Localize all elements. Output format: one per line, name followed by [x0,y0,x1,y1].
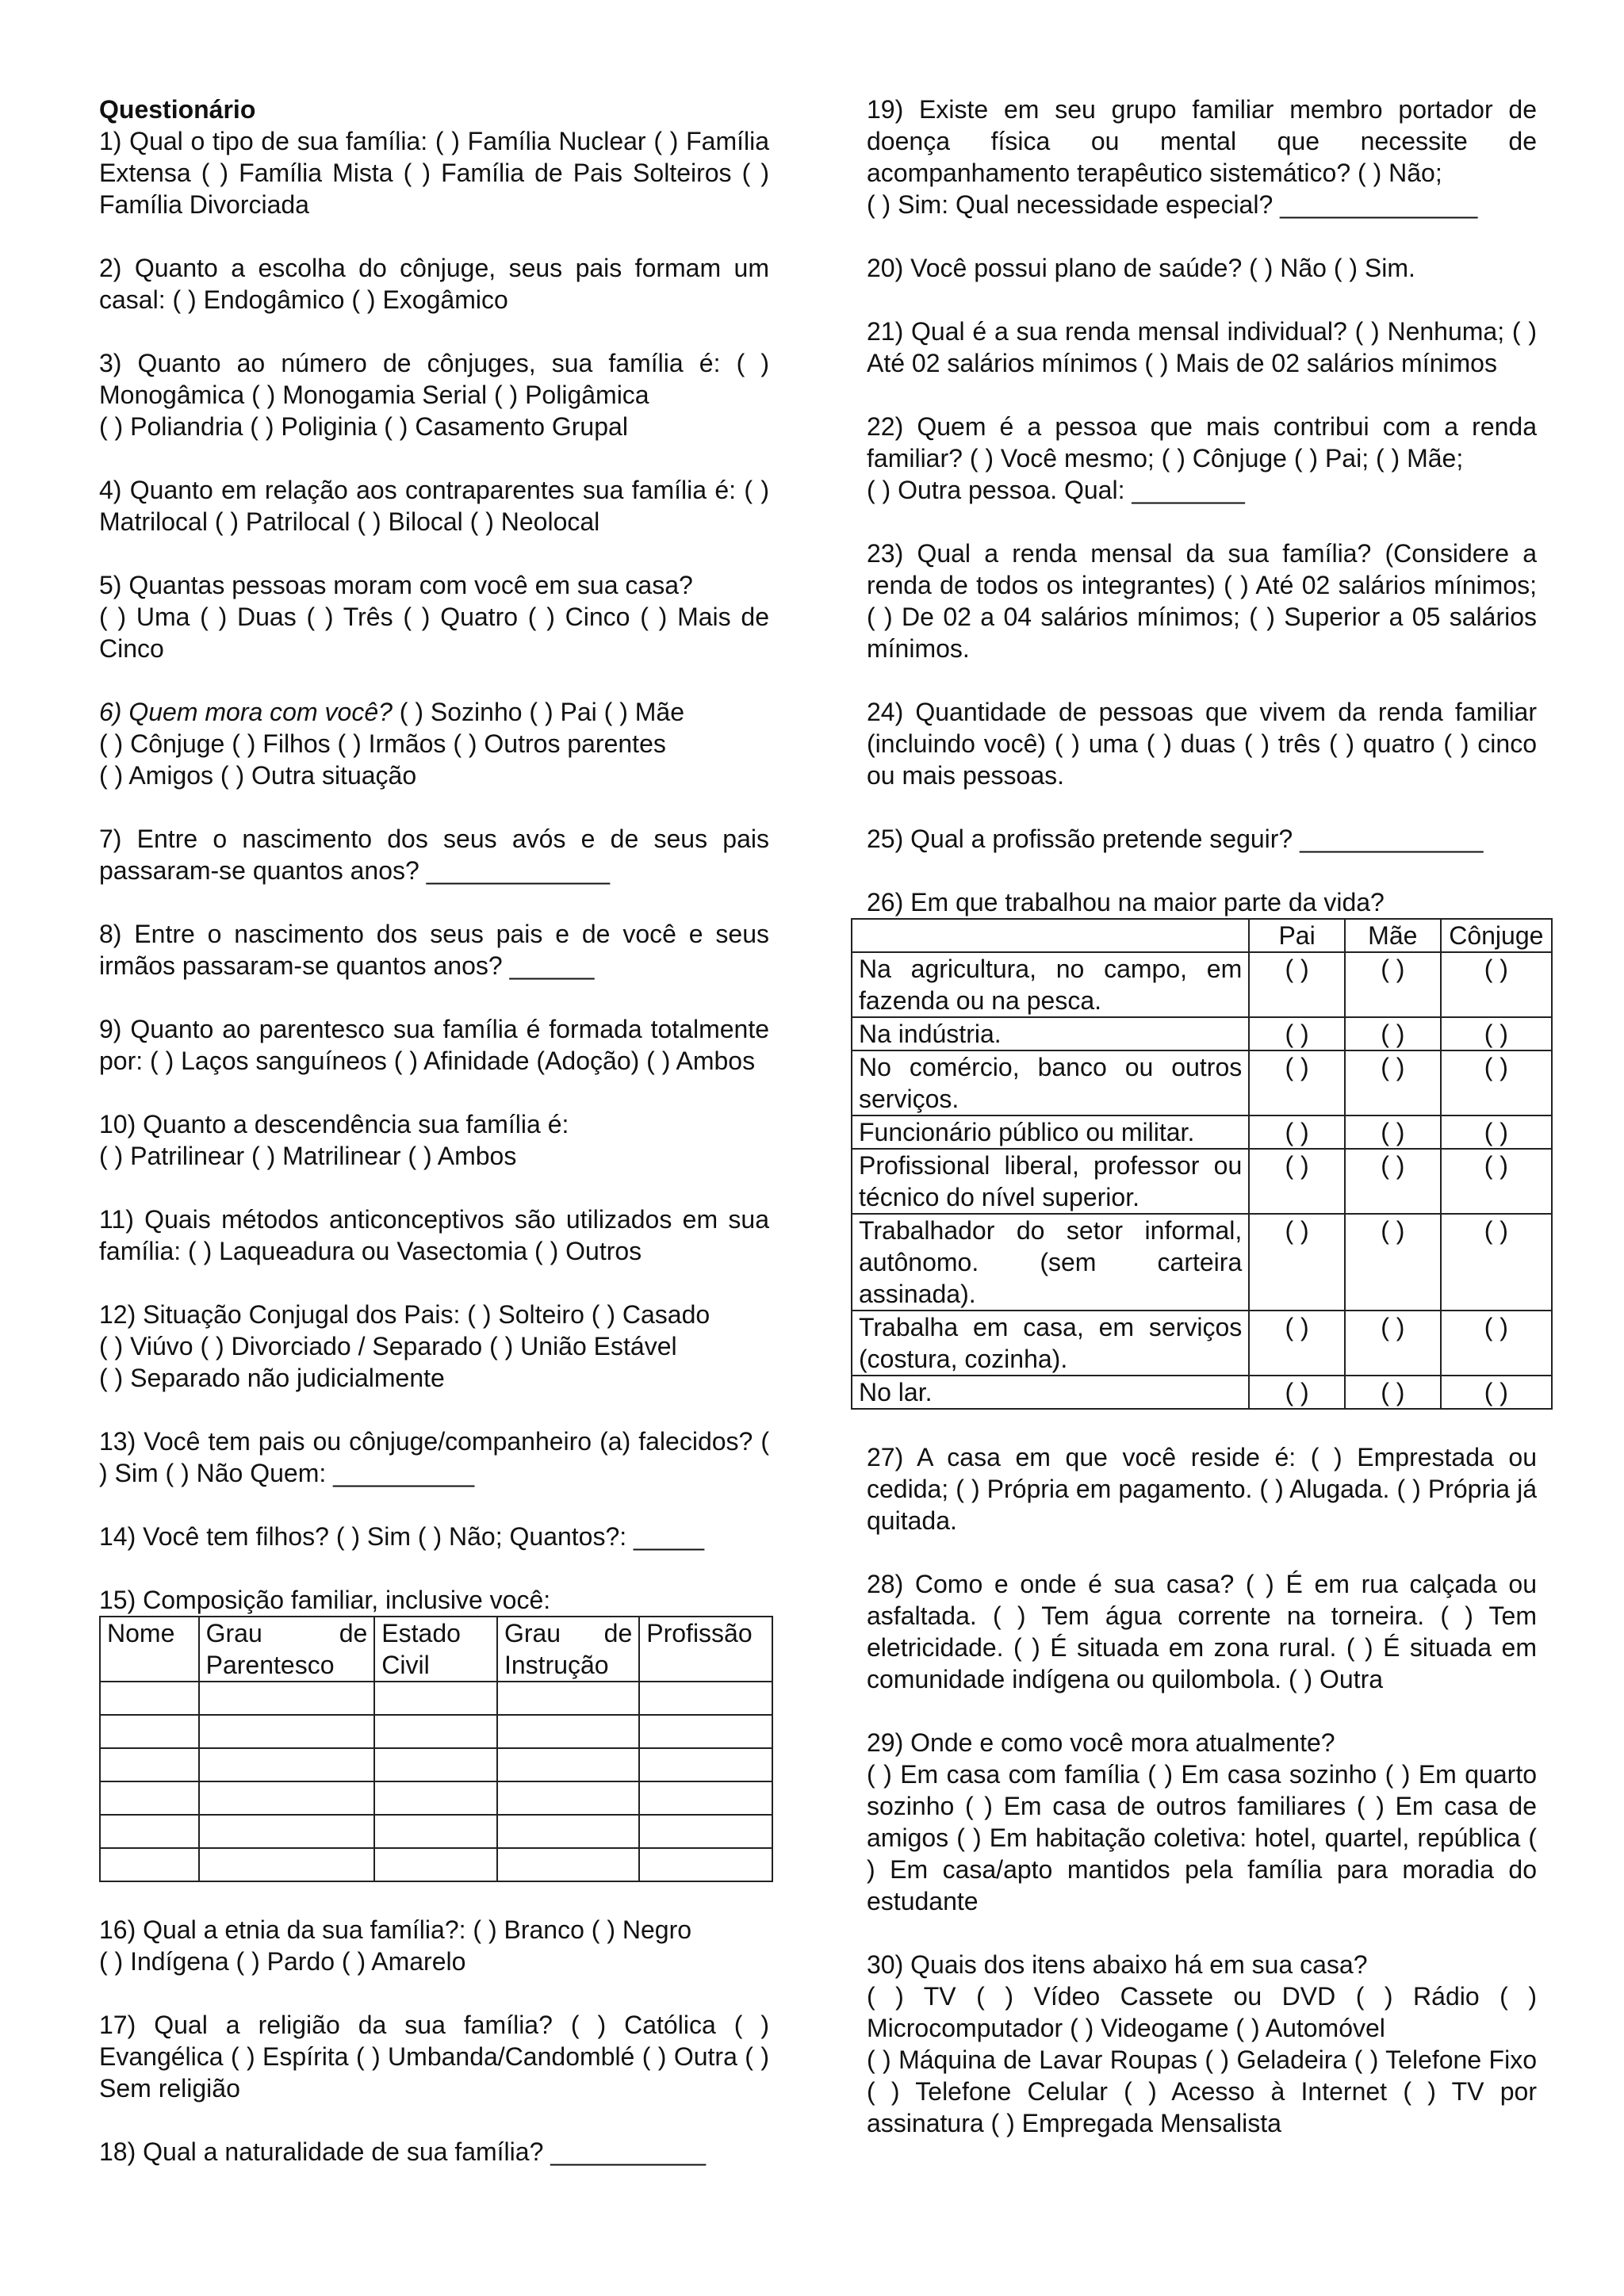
question-text: 19) Existe em seu grupo familiar membro portador de doença física ou mental que necessite de acompanhamento terapêutico sistemático? ( ) Não; [867,95,1537,187]
question-text: 3) Quanto ao número de cônjuges, sua família é: ( ) Monogâmica ( ) Monogamia Serial ( ) Poligâmica [99,349,769,409]
question-1 [99,125,769,220]
question-text: ( ) Sim: Qual necessidade especial? ______________ [867,190,1478,219]
question-text: 16) Qual a etnia da sua família?: ( ) Branco ( ) Negro [99,1915,692,1944]
family-composition-cell[interactable] [639,1748,772,1781]
family-composition-cell[interactable] [100,1781,199,1815]
question-22 [867,411,1537,506]
question-5 [99,569,769,664]
question-2 [99,252,769,316]
family-composition-cell[interactable] [374,1682,497,1715]
question-19 [867,94,1537,220]
question-6 [99,696,769,791]
family-composition-cell[interactable] [374,1848,497,1881]
question-15-label: 15) Composição familiar, inclusive você: [99,1586,551,1614]
question-text: ( ) Em casa com família ( ) Em casa sozinho ( ) Em quarto sozinho ( ) Em casa de outros familiares ( ) Em casa de amigos ( ) Em habitação coletiva: hotel, quartel, república ( ) Em casa/apto mantidos pela família para moradia do estudante [867,1760,1537,1915]
work-table-row [852,1149,1552,1214]
question-12 [99,1299,769,1394]
question-text: ( ) Outra pessoa. Qual: ________ [867,476,1245,504]
family-composition-header-cell: Profissão [639,1617,772,1682]
question-text: 22) Quem é a pessoa que mais contribui com a renda familiar? ( ) Você mesmo; ( ) Cônjuge ( ) Pai; ( ) Mãe; [867,412,1537,473]
question-text: 8) Entre o nascimento dos seus pais e de você e seus irmãos passaram-se quantos anos? ______ [99,920,769,980]
family-composition-cell[interactable] [497,1781,639,1815]
question-11 [99,1203,769,1267]
left-column [99,94,769,2199]
question-text: 28) Como e onde é sua casa? ( ) É em rua calçada ou asfaltada. ( ) Tem água corrente na torneira. ( ) Tem eletricidade. ( ) É situada em zona rural. ( ) É situada em comunidade indígena ou quilombola. ( ) Outra [867,1570,1537,1693]
question-text: 25) Qual a profissão pretende seguir? _____________ [867,825,1484,853]
family-composition-cell[interactable] [199,1682,375,1715]
work-category-label: No lar. [852,1376,1249,1409]
question-30 [867,1949,1537,2139]
question-text: 9) Quanto ao parentesco sua família é formada totalmente por: ( ) Laços sanguíneos ( ) Afinidade (Adoção) ( ) Ambos [99,1015,769,1075]
work-table-row [852,952,1552,1017]
family-composition-header-cell: Grau de Instrução [497,1617,639,1682]
question-text: 7) Entre o nascimento dos seus avós e de seus pais passaram-se quantos anos? _____________ [99,825,769,885]
family-composition-header-cell: Grau de Parentesco [199,1617,375,1682]
question-10 [99,1108,769,1172]
question-28 [867,1568,1537,1695]
family-composition-cell[interactable] [639,1781,772,1815]
family-composition-cell[interactable] [639,1848,772,1881]
work-checkbox[interactable]: ( ) [1249,1115,1345,1149]
family-composition-cell[interactable] [100,1748,199,1781]
question-text: 18) Qual a naturalidade de sua família? ___________ [99,2137,707,2166]
work-category-label: Funcionário público ou militar. [852,1115,1249,1149]
work-table-header [852,919,1552,952]
work-checkbox[interactable]: ( ) [1249,1017,1345,1050]
page-title: Questionário [99,95,256,124]
work-table-header-cell: Cônjuge [1441,919,1552,952]
question-text: ( ) Máquina de Lavar Roupas ( ) Geladeira ( ) Telefone Fixo ( ) Telefone Celular ( ) Acesso à Internet ( ) TV por assinatura ( ) Empregada Mensalista [867,2045,1537,2137]
left-questions [99,125,769,1552]
family-composition-cell[interactable] [497,1715,639,1748]
family-composition-cell[interactable] [374,1815,497,1848]
work-table-header-cell: Pai [1249,919,1345,952]
family-composition-cell[interactable] [100,1815,199,1848]
question-text: 24) Quantidade de pessoas que vivem da renda familiar (incluindo você) ( ) uma ( ) duas ( ) três ( ) quatro ( ) cinco ou mais pessoas. [867,698,1537,790]
work-checkbox[interactable]: ( ) [1345,1050,1441,1115]
family-composition-row[interactable] [100,1715,772,1748]
work-checkbox[interactable]: ( ) [1441,1050,1552,1115]
question-text: ( ) Separado não judicialmente [99,1364,445,1392]
question-3 [99,347,769,442]
question-14 [99,1521,769,1552]
family-composition-cell[interactable] [639,1815,772,1848]
question-20 [867,252,1537,284]
family-composition-row[interactable] [100,1848,772,1881]
question-text: 29) Onde e como você mora atualmente? [867,1728,1335,1757]
question-text: ( ) Viúvo ( ) Divorciado / Separado ( ) União Estável [99,1332,677,1360]
work-table-row [852,1311,1552,1376]
family-composition-row[interactable] [100,1748,772,1781]
question-text: ( ) Amigos ( ) Outra situação [99,761,417,790]
work-table-row [852,1376,1552,1409]
work-checkbox[interactable]: ( ) [1345,1214,1441,1311]
family-composition-row[interactable] [100,1815,772,1848]
family-composition-table [99,1616,773,1882]
question-text: ( ) Cônjuge ( ) Filhos ( ) Irmãos ( ) Outros parentes [99,729,666,758]
question-text [99,696,769,728]
question-text: 17) Qual a religião da sua família? ( ) Católica ( ) Evangélica ( ) Espírita ( ) Umbanda/Candomblé ( ) Outra ( ) Sem religião [99,2011,769,2103]
question-text: ( ) Uma ( ) Duas ( ) Três ( ) Quatro ( ) Cinco ( ) Mais de Cinco [99,603,769,663]
question-text: ( ) Poliandria ( ) Poliginia ( ) Casamento Grupal [99,412,628,441]
question-26-label: 26) Em que trabalhou na maior parte da vida? [867,888,1385,916]
question-7 [99,823,769,886]
work-checkbox[interactable]: ( ) [1441,1376,1552,1409]
family-composition-cell[interactable] [497,1748,639,1781]
work-checkbox[interactable]: ( ) [1249,1311,1345,1376]
family-composition-cell[interactable] [497,1848,639,1881]
question-15 [99,1584,769,1882]
work-checkbox[interactable]: ( ) [1249,1149,1345,1214]
question-text: ( ) TV ( ) Vídeo Cassete ou DVD ( ) Rádio ( ) Microcomputador ( ) Videogame ( ) Automóvel [867,1982,1537,2042]
work-category-label: Trabalha em casa, em serviços (costura, cozinha). [852,1311,1249,1376]
question-text: 4) Quanto em relação aos contraparentes sua família é: ( ) Matrilocal ( ) Patrilocal ( ) Bilocal ( ) Neolocal [99,476,769,536]
work-checkbox[interactable]: ( ) [1249,952,1345,1017]
work-checkbox[interactable]: ( ) [1345,1149,1441,1214]
right-questions-after [867,1441,1537,2139]
question-18 [99,2136,769,2168]
question-text: 1) Qual o tipo de sua família: ( ) Família Nuclear ( ) Família Extensa ( ) Família Mista ( ) Família de Pais Solteiros ( ) Família Divorciada [99,127,769,219]
work-checkbox[interactable]: ( ) [1345,1311,1441,1376]
question-4 [99,474,769,538]
work-table-row [852,1050,1552,1115]
family-composition-cell[interactable] [374,1781,497,1815]
work-checkbox[interactable]: ( ) [1345,952,1441,1017]
work-checkbox[interactable]: ( ) [1249,1214,1345,1311]
family-composition-row[interactable] [100,1781,772,1815]
question-8 [99,918,769,982]
family-composition-cell[interactable] [100,1715,199,1748]
work-table-row [852,1115,1552,1149]
family-composition-cell[interactable] [199,1748,375,1781]
left-questions-after [99,1914,769,2168]
question-text: 20) Você possui plano de saúde? ( ) Não ( ) Sim. [867,254,1415,282]
work-category-label: No comércio, banco ou outros serviços. [852,1050,1249,1115]
question-text: ( ) Indígena ( ) Pardo ( ) Amarelo [99,1947,466,1976]
family-composition-cell[interactable] [639,1715,772,1748]
family-composition-header-cell: Nome [100,1617,199,1682]
family-composition-header [100,1617,772,1682]
work-category-label: Na indústria. [852,1017,1249,1050]
work-checkbox[interactable]: ( ) [1249,1376,1345,1409]
question-text: 14) Você tem filhos? ( ) Sim ( ) Não; Quantos?: _____ [99,1522,705,1551]
work-table [851,918,1553,1410]
work-category-label: Trabalhador do setor informal, autônomo. (sem carteira assinada). [852,1214,1249,1311]
work-checkbox[interactable]: ( ) [1441,1311,1552,1376]
family-composition-cell[interactable] [199,1848,375,1881]
family-composition-cell[interactable] [199,1815,375,1848]
family-composition-cell[interactable] [100,1848,199,1881]
work-checkbox[interactable]: ( ) [1345,1115,1441,1149]
work-table-header-cell [852,919,1249,952]
question-17 [99,2009,769,2104]
family-composition-cell[interactable] [374,1715,497,1748]
question-text: 23) Qual a renda mensal da sua família? (Considere a renda de todos os integrantes) ( ) Até 02 salários mínimos; ( ) De 02 a 04 salários mínimos; ( ) Superior a 05 salários mínimos. [867,539,1537,663]
question-text: 30) Quais dos itens abaixo há em sua casa? [867,1950,1368,1979]
question-text: 11) Quais métodos anticonceptivos são utilizados em sua família: ( ) Laqueadura ou Vasectomia ( ) Outros [99,1205,769,1265]
question-options: ( ) Sozinho ( ) Pai ( ) Mãe [392,698,684,726]
question-text: 12) Situação Conjugal dos Pais: ( ) Solteiro ( ) Casado [99,1300,710,1329]
work-table-header-cell: Mãe [1345,919,1441,952]
question-text: 13) Você tem pais ou cônjuge/companheiro (a) falecidos? ( ) Sim ( ) Não Quem: __________ [99,1427,769,1487]
family-composition-cell[interactable] [639,1682,772,1715]
family-composition-cell[interactable] [497,1815,639,1848]
question-text: 27) A casa em que você reside é: ( ) Emprestada ou cedida; ( ) Própria em pagamento. ( ) Alugada. ( ) Própria já quitada. [867,1443,1537,1535]
question-23 [867,538,1537,664]
work-checkbox[interactable]: ( ) [1345,1376,1441,1409]
work-checkbox[interactable]: ( ) [1441,1115,1552,1149]
right-questions [867,94,1537,855]
work-checkbox[interactable]: ( ) [1441,952,1552,1017]
work-checkbox[interactable]: ( ) [1345,1017,1441,1050]
question-27 [867,1441,1537,1536]
work-category-label: Profissional liberal, professor ou técnico do nível superior. [852,1149,1249,1214]
work-checkbox[interactable]: ( ) [1441,1149,1552,1214]
family-composition-header-cell: Estado Civil [374,1617,497,1682]
question-13 [99,1425,769,1489]
work-category-label: Na agricultura, no campo, em fazenda ou na pesca. [852,952,1249,1017]
work-checkbox[interactable]: ( ) [1249,1050,1345,1115]
right-column [859,94,1544,2171]
question-italic-prompt: 6) Quem mora com você? [99,698,393,726]
question-26 [859,886,1544,1410]
family-composition-row[interactable] [100,1682,772,1715]
family-composition-cell[interactable] [374,1748,497,1781]
question-text: ( ) Patrilinear ( ) Matrilinear ( ) Ambos [99,1142,517,1170]
question-25 [867,823,1537,855]
question-text: 2) Quanto a escolha do cônjuge, seus pais formam um casal: ( ) Endogâmico ( ) Exogâmico [99,254,769,314]
question-text: 5) Quantas pessoas moram com você em sua casa? [99,571,693,599]
work-checkbox[interactable]: ( ) [1441,1017,1552,1050]
family-composition-cell[interactable] [199,1781,375,1815]
question-24 [867,696,1537,791]
work-checkbox[interactable]: ( ) [1441,1214,1552,1311]
question-29 [867,1727,1537,1917]
family-composition-cell[interactable] [100,1682,199,1715]
work-table-row [852,1214,1552,1311]
family-composition-cell[interactable] [199,1715,375,1748]
question-9 [99,1013,769,1077]
work-table-row [852,1017,1552,1050]
question-text: 10) Quanto a descendência sua família é: [99,1110,569,1138]
question-21 [867,316,1537,379]
question-16 [99,1914,769,1977]
question-text: 21) Qual é a sua renda mensal individual? ( ) Nenhuma; ( ) Até 02 salários mínimos ( ) Mais de 02 salários mínimos [867,317,1537,377]
family-composition-cell[interactable] [497,1682,639,1715]
